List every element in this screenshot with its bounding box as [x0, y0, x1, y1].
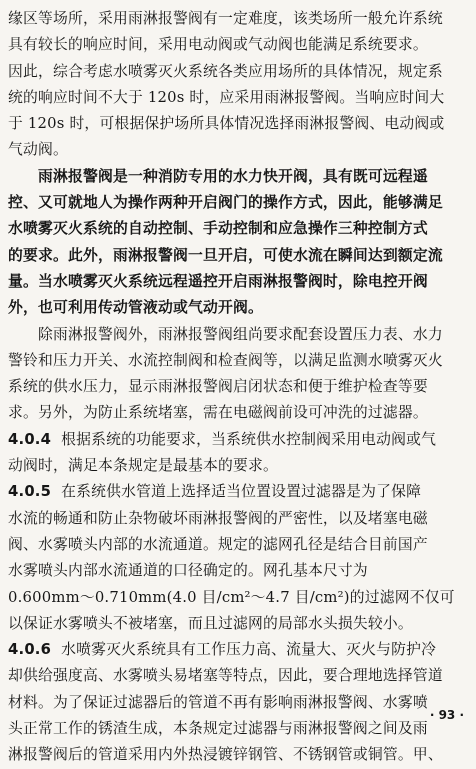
clause-text: 水喷雾灭火系统具有工作压力高、流量大、灭火与防护冷: [61, 641, 437, 659]
clause-4-0-4: [8, 427, 468, 480]
text-line: 的要求。此外，雨淋报警阀一旦开启，可使水流在瞬间达到额定流: [8, 246, 443, 264]
text-line: 淋报警阀后的管道采用内外热浸镀锌钢管、不锈钢管或铜管。甲、: [8, 746, 443, 764]
clause-number: 4.0.5: [8, 483, 52, 501]
text-line: 以保证水雾喷头不被堵塞，而且过滤网的局部水头损失较小。: [8, 614, 413, 632]
text-line: 求。另外，为防止系统堵塞，需在电磁阀前设可冲洗的过滤器。: [8, 404, 428, 422]
paragraph-valve-group: [8, 322, 468, 427]
text-line: [8, 637, 468, 663]
text-line: 材料。为了保证过滤器后的管道不再有影响雨淋报警阀、水雾喷: [8, 693, 428, 711]
text-line: 水雾喷头内部水流通道的口径确定的。网孔基本尺寸为: [8, 562, 368, 580]
paragraph-deluge-valve: [8, 164, 468, 322]
clause-text: 根据系统的功能要求，当系统供水控制阀采用电动阀或气: [61, 430, 437, 448]
paragraph-response-time: [8, 6, 468, 164]
text-line: 外，也可利用传动管液动或气动开阀。: [8, 299, 263, 317]
text-line: 动阀时，满足本条规定是最基本的要求。: [8, 457, 278, 475]
clause-text: 在系统供水管道上选择适当位置设置过滤器是为了保障: [61, 483, 422, 501]
text-line: 头正常工作的锈渣生成，本条规定过滤器与雨淋报警阀之间及雨: [8, 720, 428, 738]
text-line: 除雨淋报警阀外，雨淋报警阀组尚要求配套设置压力表、水力: [38, 325, 443, 343]
text-line: 雨淋报警阀是一种消防专用的水力快开阀，具有既可远程遥: [38, 167, 428, 185]
clause-number: 4.0.4: [8, 430, 52, 448]
text-line: 量。当水喷雾灭火系统远程遥控开启雨淋报警阀时，除电控开阀: [8, 272, 428, 290]
clause-4-0-6: [8, 637, 468, 768]
text-line: 阀、水雾喷头内部的水流通道。规定的滤网孔径是结合目前国产: [8, 535, 428, 553]
text-line: 因此，综合考虑水喷雾灭火系统各类应用场所的具体情况，规定系: [8, 62, 443, 80]
text-line: 水流的畅通和防止杂物破坏雨淋报警阀的严密性，以及堵塞电磁: [8, 509, 428, 527]
text-line: [8, 479, 468, 505]
text-line: 却供给强度高、水雾喷头易堵塞等特点，因此，要合理地选择管道: [8, 667, 443, 685]
text-line: 0.600mm～0.710mm(4.0 目/cm²～4.7 目/cm²)的过滤网不仅可: [8, 588, 455, 606]
text-line: 水喷雾灭火系统的自动控制、手动控制和应急操作三种控制方式: [8, 220, 428, 238]
text-line: [8, 427, 468, 453]
clause-number: 4.0.6: [8, 641, 52, 659]
text-line: 于 120s 时，可根据保护场所具体情况选择雨淋报警阀、电动阀或: [8, 115, 445, 133]
text-line: 控、又可就地人为操作两种开启阀门的操作方式，因此，能够满足: [8, 194, 443, 212]
clause-4-0-5: [8, 479, 468, 637]
text-line: 统的响应时间不大于 120s 时，应采用雨淋报警阀。当响应时间大: [8, 88, 445, 106]
text-line: 系统的供水压力，显示雨淋报警阀启闭状态和便于维护检查等要: [8, 378, 428, 396]
text-line: 具有较长的响应时间，采用电动阀或气动阀也能满足系统要求。: [8, 36, 428, 54]
text-line: 警铃和压力开关、水流控制阀和检查阀等，以满足监测水喷雾灭火: [8, 351, 443, 369]
text-line: 气动阀。: [8, 141, 68, 159]
page-number: · 93 ·: [429, 708, 464, 722]
text-line: 缘区等场所，采用雨淋报警阀有一定难度，该类场所一般允许系统: [8, 10, 443, 27]
